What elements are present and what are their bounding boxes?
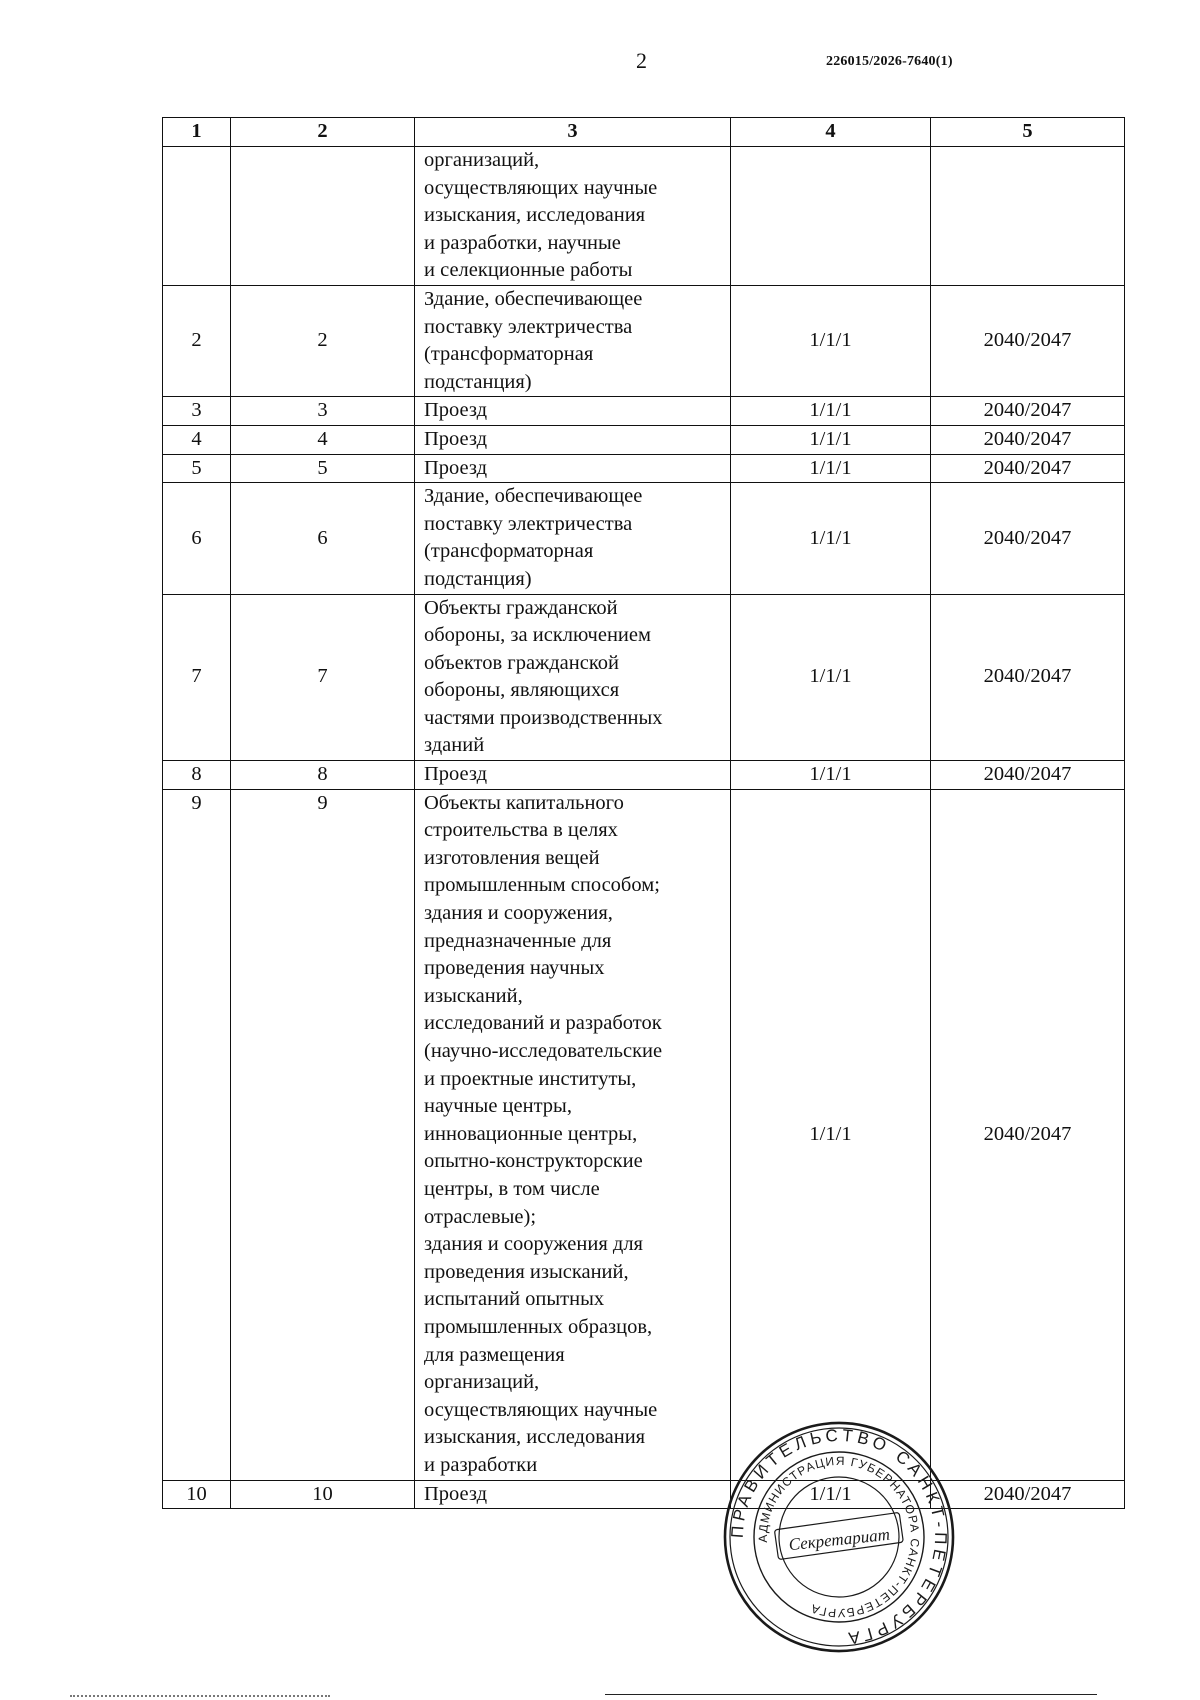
official-seal-stamp [722,1420,956,1654]
description-line: Проезд [424,399,488,422]
column-header: 1 [163,118,231,147]
cell-ratio: 1/1/1 [731,789,931,1480]
cell-description [415,285,731,396]
cell-years: 2040/2047 [931,594,1125,761]
cell-empty [163,147,231,286]
stamp-inner-text: АДМИНИСТРАЦИЯ ГУБЕРНАТОРА САНКТ-ПЕТЕРБУРГА [755,1453,923,1621]
cell-description [415,789,731,1480]
cell-ratio: 1/1/1 [731,397,931,426]
continuation-row [163,147,1125,286]
continuation-description [415,147,731,286]
cell-number: 8 [163,761,231,790]
cell-index: 2 [231,285,415,396]
cell-index: 9 [231,789,415,1480]
cell-ratio: 1/1/1 [731,483,931,594]
table-row [163,397,1125,426]
cell-number: 6 [163,483,231,594]
description-line: Здание, обеспечивающее [424,485,643,508]
cell-years: 2040/2047 [931,425,1125,454]
cell-description [415,761,731,790]
table-row [163,425,1125,454]
description-line: и селекционные работы [424,259,633,282]
description-line: для размещения [424,1343,565,1366]
table-row [163,483,1125,594]
bottom-margin-mark [70,1695,330,1697]
cell-index: 10 [231,1480,415,1509]
description-line: научные центры, [424,1095,572,1118]
cell-ratio: 1/1/1 [731,285,931,396]
description-line: Объекты гражданской [424,596,618,619]
description-line: Объекты капитального [424,791,624,814]
description-line: организаций, [424,149,540,171]
description-line: подстанция) [424,370,532,393]
description-line: изыскания, исследования [424,204,646,227]
description-line: проведения научных [424,957,605,980]
description-line: и разработки, научные [424,231,621,254]
description-line: организаций, [424,1371,540,1394]
cell-years: 2040/2047 [931,483,1125,594]
description-line: и разработки [424,1453,538,1476]
cell-years: 2040/2047 [931,1480,1125,1509]
objects-table [162,117,1125,1509]
table-row [163,454,1125,483]
description-line: отраслевые); [424,1205,537,1228]
cell-number: 7 [163,594,231,761]
description-line: промышленным способом; [424,874,660,897]
table-header-row [163,118,1125,147]
cell-years: 2040/2047 [931,789,1125,1480]
cell-ratio: 1/1/1 [731,761,931,790]
description-line: инновационные центры, [424,1122,638,1145]
cell-years: 2040/2047 [931,397,1125,426]
table-row [163,1480,1125,1509]
description-line: изготовления вещей [424,846,600,869]
cell-description [415,454,731,483]
description-line: опытно-конструкторские [424,1150,643,1173]
cell-years: 2040/2047 [931,285,1125,396]
description-line: Проезд [424,427,488,450]
description-line: центры, в том числе [424,1177,600,1200]
description-line: обороны, за исключением [424,624,651,647]
column-header: 2 [231,118,415,147]
column-header: 5 [931,118,1125,147]
description-line: частями производственных [424,706,663,729]
description-line: (трансформаторная [424,540,594,563]
description-line: изыскания, исследования [424,1426,646,1449]
cell-index: 8 [231,761,415,790]
column-header: 4 [731,118,931,147]
description-line: объектов гражданской [424,651,619,674]
cell-index: 5 [231,454,415,483]
cell-description [415,425,731,454]
cell-description [415,594,731,761]
cell-ratio: 1/1/1 [731,1480,931,1509]
description-line: поставку электричества [424,512,633,535]
description-line: испытаний опытных [424,1288,605,1311]
table-row [163,594,1125,761]
table-row [163,285,1125,396]
description-line: обороны, являющихся [424,679,620,702]
description-line: (научно-исследовательские [424,1040,663,1062]
description-line: Здание, обеспечивающее [424,287,643,310]
cell-number: 5 [163,454,231,483]
document-code: 226015/2026-7640(1) [826,54,953,69]
cell-ratio: 1/1/1 [731,594,931,761]
bottom-rule [605,1694,1097,1695]
cell-years: 2040/2047 [931,761,1125,790]
description-line: (трансформаторная [424,343,594,366]
cell-index: 4 [231,425,415,454]
table-row [163,789,1125,1480]
description-line: здания и сооружения для [424,1233,643,1256]
page-number: 2 [636,48,647,73]
cell-empty [931,147,1125,286]
description-line: изысканий, [424,984,523,1007]
cell-index: 3 [231,397,415,426]
description-line: Проезд [424,763,488,786]
stamp-center-text: Секретариат [787,1524,891,1555]
stamp-outer-text: ПРАВИТЕЛЬСТВО САНКТ-ПЕТЕРБУРГА [727,1425,951,1649]
description-line: осуществляющих научные [424,176,658,199]
table-row [163,761,1125,790]
cell-index: 7 [231,594,415,761]
cell-number: 10 [163,1480,231,1509]
cell-number: 2 [163,285,231,396]
description-line: проведения изысканий, [424,1260,629,1283]
cell-description [415,1480,731,1509]
cell-empty [731,147,931,286]
description-line: Проезд [424,456,488,479]
description-line: поставку электричества [424,315,633,338]
description-line: здания и сооружения, [424,902,613,925]
description-line: предназначенные для [424,929,612,952]
cell-empty [231,147,415,286]
description-line: зданий [424,734,485,757]
cell-description [415,397,731,426]
cell-number: 4 [163,425,231,454]
column-header: 3 [415,118,731,147]
cell-number: 9 [163,789,231,1480]
description-line: исследований и разработок [424,1012,662,1035]
cell-number: 3 [163,397,231,426]
description-line: осуществляющих научные [424,1398,658,1421]
description-line: и проектные институты, [424,1067,637,1090]
description-line: строительства в целях [424,819,618,842]
description-line: подстанция) [424,567,532,590]
cell-ratio: 1/1/1 [731,425,931,454]
cell-index: 6 [231,483,415,594]
description-line: Проезд [424,1482,488,1505]
cell-description [415,483,731,594]
cell-ratio: 1/1/1 [731,454,931,483]
description-line: промышленных образцов, [424,1315,653,1338]
cell-years: 2040/2047 [931,454,1125,483]
